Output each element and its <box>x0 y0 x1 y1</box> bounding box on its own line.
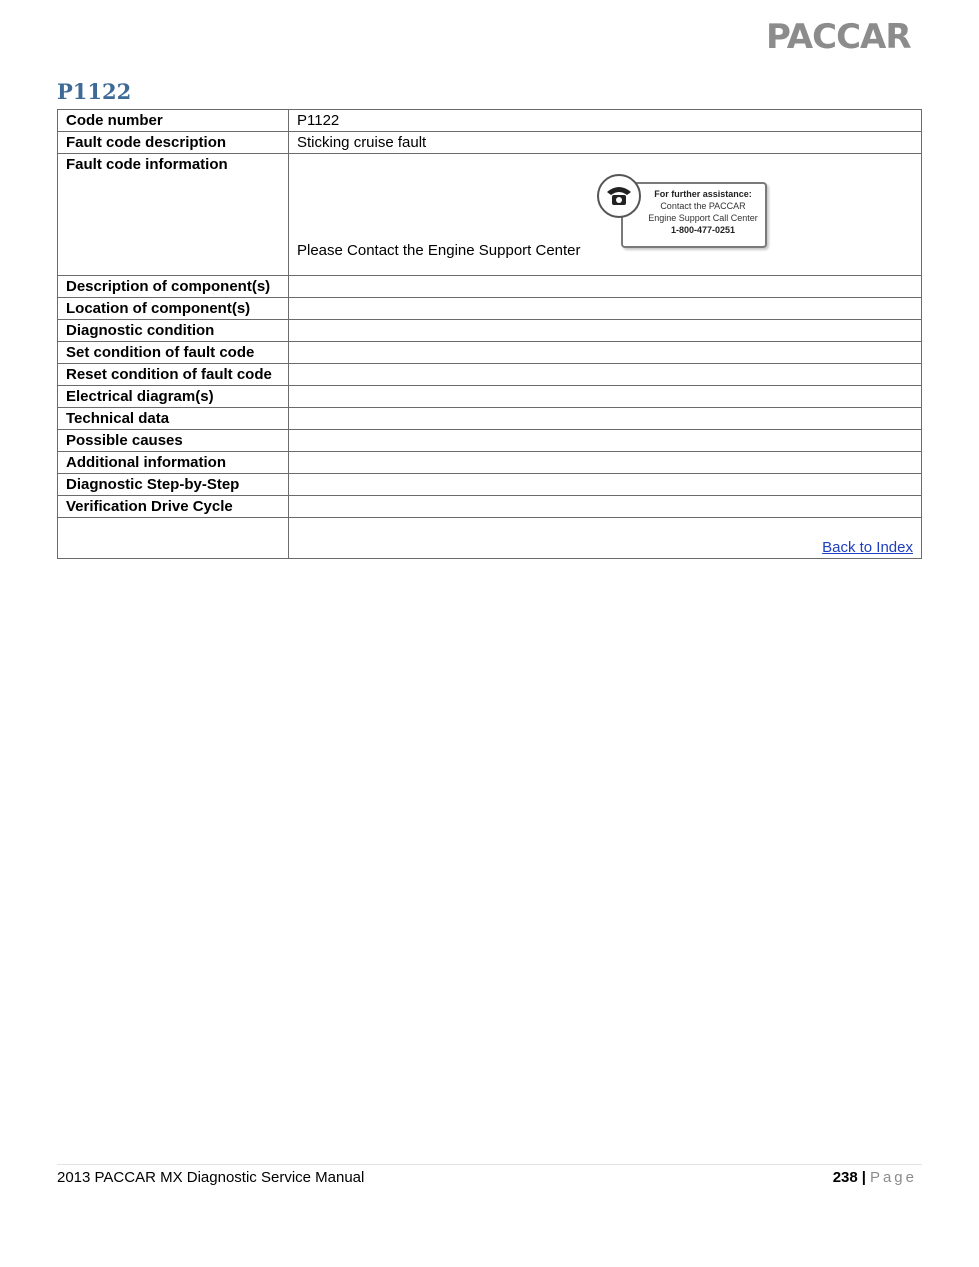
footer-divider <box>57 1164 922 1165</box>
row-value <box>289 320 922 342</box>
row-value: P1122 <box>289 110 922 132</box>
back-cell <box>289 518 922 559</box>
table-row <box>58 518 922 559</box>
row-label: Verification Drive Cycle <box>58 496 289 518</box>
assistance-badge <box>597 174 769 248</box>
row-value <box>289 364 922 386</box>
row-value <box>289 452 922 474</box>
page-title: P1122 <box>57 79 132 104</box>
row-value <box>289 342 922 364</box>
row-value: Please Contact the Engine Support Center <box>297 242 581 259</box>
table-row <box>58 364 922 386</box>
table-row <box>58 298 922 320</box>
row-label: Set condition of fault code <box>58 342 289 364</box>
table-row <box>58 430 922 452</box>
empty-cell <box>58 518 289 559</box>
assistance-line: Engine Support Call Center <box>648 213 758 223</box>
table-row <box>58 496 922 518</box>
table-row <box>58 320 922 342</box>
footer-page-info <box>833 1168 917 1188</box>
telephone-icon <box>597 174 641 218</box>
page-number: 238 <box>832 1169 858 1186</box>
row-label: Fault code description <box>58 132 289 154</box>
table-row <box>58 408 922 430</box>
paccar-logo: PACCAR <box>766 17 911 57</box>
table-row <box>58 386 922 408</box>
row-value <box>289 496 922 518</box>
table-row <box>58 132 922 154</box>
row-value <box>289 386 922 408</box>
row-label: Diagnostic Step-by-Step <box>58 474 289 496</box>
page-separator: | <box>861 1169 866 1186</box>
row-value <box>289 474 922 496</box>
row-label: Fault code information <box>58 154 289 276</box>
table-row <box>58 110 922 132</box>
page-word: Page <box>869 1169 917 1186</box>
row-value <box>289 430 922 452</box>
row-value <box>289 276 922 298</box>
row-label: Reset condition of fault code <box>58 364 289 386</box>
table-row <box>58 474 922 496</box>
row-value <box>289 298 922 320</box>
row-label: Location of component(s) <box>58 298 289 320</box>
row-label: Diagnostic condition <box>58 320 289 342</box>
row-value: Sticking cruise fault <box>289 132 922 154</box>
assistance-text <box>643 188 763 236</box>
fault-code-table <box>57 109 922 559</box>
table-row <box>58 154 922 276</box>
table-row <box>58 452 922 474</box>
table-row <box>58 276 922 298</box>
assistance-line: For further assistance: <box>654 189 752 199</box>
row-value <box>289 408 922 430</box>
table-row <box>58 342 922 364</box>
assistance-line: Contact the PACCAR <box>660 201 746 211</box>
row-label: Technical data <box>58 408 289 430</box>
fault-info-cell <box>289 154 922 276</box>
row-label: Electrical diagram(s) <box>58 386 289 408</box>
back-to-index-link[interactable]: Back to Index <box>822 539 913 556</box>
assistance-phone: 1-800-477-0251 <box>670 225 736 235</box>
row-label: Possible causes <box>58 430 289 452</box>
row-label: Code number <box>58 110 289 132</box>
row-label: Description of component(s) <box>58 276 289 298</box>
row-label: Additional information <box>58 452 289 474</box>
footer-manual-title: 2013 PACCAR MX Diagnostic Service Manual <box>57 1169 365 1186</box>
